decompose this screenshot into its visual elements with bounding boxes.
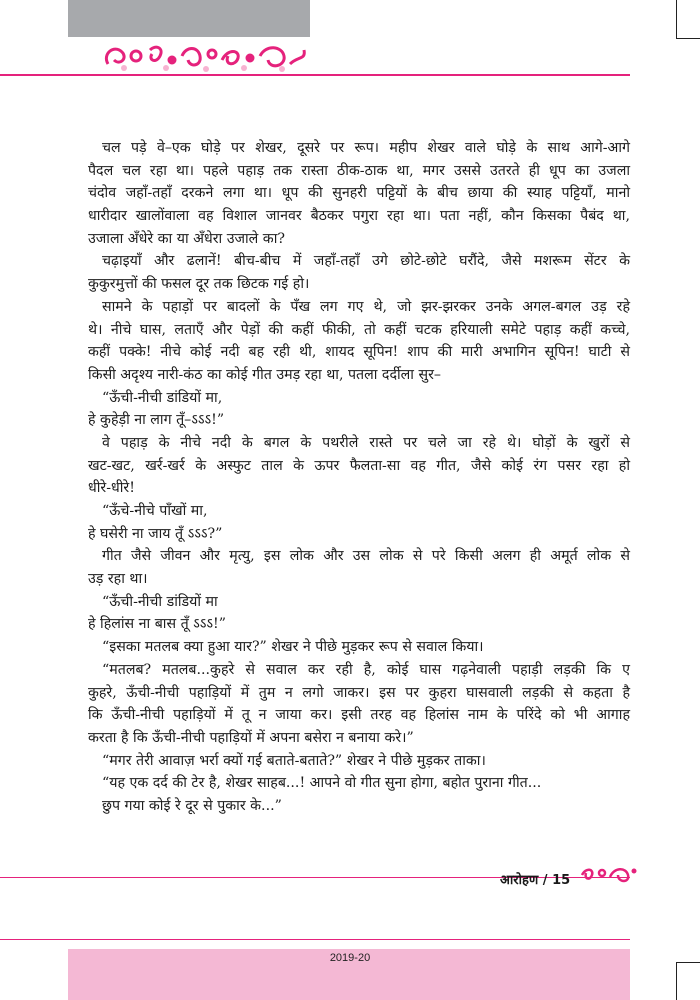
text-line: धारीदार खालोंवाला वह विशाल जानवर बैठकर पगुरा रहा था। पता नहीं, कौन किसका पैबंद था, (88, 208, 630, 225)
header-ornament-icon (100, 36, 310, 76)
text-line: कि ऊँची-नीची पहाड़ियों में तू न जाया कर। इसी तरह वह हिलांस नाम के परिंदे को भी आगाह (88, 707, 630, 724)
text-line: कहीं पक्के! नीचे कोई नदी बह रही थी, शायद सूपिन! शाप की मारी अभागिन सूपिन! घाटी से (88, 344, 630, 361)
song-line: “ऊँचे-नीचे पाँखों मा, (102, 503, 208, 519)
header-divider (0, 74, 630, 76)
text-line: धीरे-धीरे! (88, 480, 135, 497)
text-line: थे। नीचे घास, लताएँ और पेड़ों की कहीं फीकी, तो कहीं चटक हरियाली समेटे पहाड़ कहीं कच्चे, (88, 321, 630, 338)
text-line: छुप गया कोई रे दूर से पुकार के...” (102, 797, 282, 814)
text-line: उजाला अँधेरे का या अँधेरा उजाले का? (88, 230, 285, 247)
story-text (88, 137, 630, 818)
text-line: कुकुरमुत्तों की फसल दूर तक छिटक गई हो। (88, 276, 310, 293)
crop-mark (676, 38, 700, 39)
text-line: कुहरे, ऊँची-नीची पहाड़ियों में तुम न लगो जाकर। इस पर कुहरा घासवाली लड़की से कहता है (88, 684, 630, 701)
text-line: करता है कि ऊँची-नीची पहाड़ियों में अपना बसेरा न बनाया करे।” (88, 729, 414, 746)
song-line: “ऊँची-नीची डांडियों मा (102, 593, 218, 610)
crop-mark (676, 962, 677, 1000)
text-line: वे पहाड़ के नीचे नदी के बगल के पथरीले रास्ते पर चले जा रहे थे। घोड़ों के खुरों से (102, 434, 630, 451)
crop-mark (676, 962, 700, 963)
text-line: “यह एक दर्द की टेर है, शेखर साहब...! आपने वो गीत सुना होगा, बहोत पुराना गीत... (102, 775, 542, 792)
text-line: खट-खट, खर्र-खर्र के अस्फुट ताल के ऊपर फैलता-सा वह गीत, जैसे कोई रंग पसर रहा हो (88, 457, 630, 474)
text-line: चंदोव जहाँ-तहाँ दरकने लगा था। धूप की सुनहरी पट्टियों के बीच छाया की स्याह पट्टियाँ, मानो (88, 185, 630, 202)
text-line: सामने के पहाड़ों पर बादलों के पँख लग गए थे, जो झर-झरकर उनके अगल-बगल उड़ रहे (102, 298, 630, 315)
page-number: आरोहण / 15 (500, 873, 571, 888)
header-gray-bar (68, 0, 310, 37)
song-line: “ऊँची-नीची डांडियों मा, (102, 389, 223, 406)
song-line: हे कुहेड़ी ना लाग तूँ–ऽऽऽ!” (88, 412, 225, 429)
text-line: उड़ रहा था। (88, 571, 148, 588)
text-line: “इसका मतलब क्या हुआ यार?” शेखर ने पीछे मुड़कर रूप से सवाल किया। (102, 639, 484, 656)
text-line: “मतलब? मतलब...कुहरे से सवाल कर रही है, कोई घास गढ़नेवाली पहाड़ी लड़की कि ए (102, 661, 630, 678)
footer-ornament-icon (578, 861, 638, 885)
song-line: हे हिलांस ना बास तूँ ऽऽऽ!” (88, 616, 227, 633)
crop-mark (676, 0, 677, 38)
edition-year: 2019-20 (329, 952, 371, 964)
text-line: गीत जैसे जीवन और मृत्यु, इस लोक और उस लोक से परे किसी अलग ही अमूर्त लोक से (102, 548, 630, 565)
song-line: हे घसेरी ना जाय तूँ ऽऽऽ?” (88, 525, 223, 542)
bottom-divider (0, 939, 630, 940)
text-line: चढ़ाइयाँ और ढलानें! बीच-बीच में जहाँ-तहाँ उगे छोटे-छोटे घरौंदे, जैसे मशरूम सेंटर के (102, 253, 630, 270)
text-line: पैदल चल रहा था। पहले पहाड़ तक रास्ता ठीक-ठाक था, मगर उससे उतरते ही धूप का उजला (88, 162, 630, 179)
text-line: “मगर तेरी आवाज़ भर्रा क्यों गई बताते-बताते?” शेखर ने पीछे मुड़कर ताका। (102, 752, 486, 769)
text-line: किसी अदृश्य नारी-कंठ का कोई गीत उमड़ रहा था, पतला दर्दीला सुर– (88, 366, 441, 383)
text-line: चल पड़े वे–एक घोड़े पर शेखर, दूसरे पर रूप। महीप शेखर वाले घोड़े के साथ आगे-आगे (102, 140, 630, 156)
